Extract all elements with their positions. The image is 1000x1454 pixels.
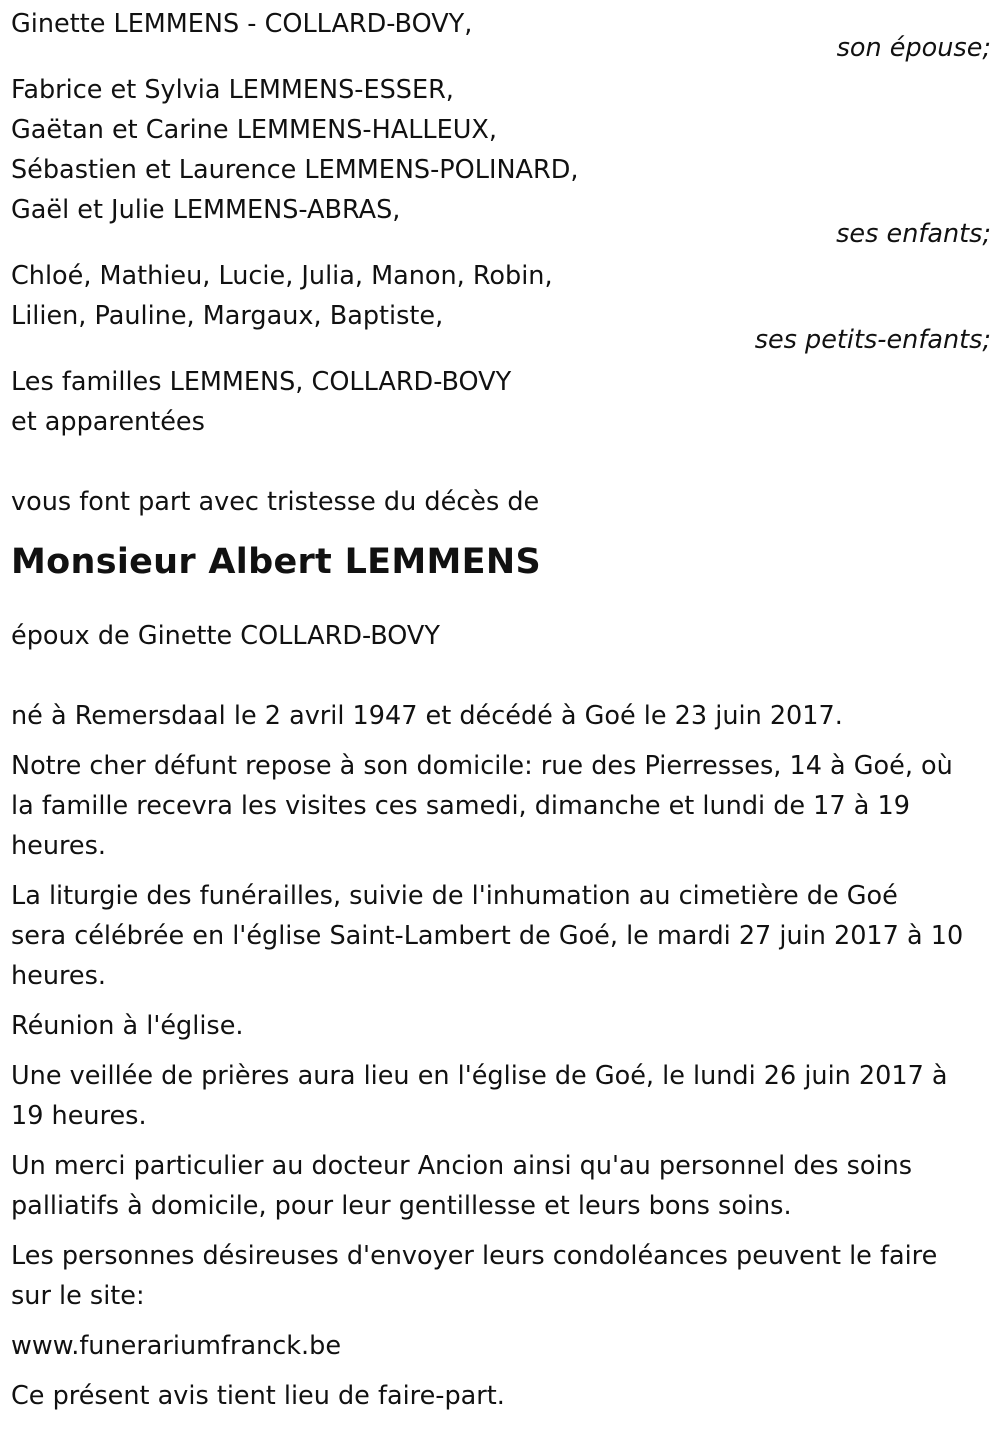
repose-paragraph xyxy=(11,746,991,866)
paragraph-line: Ce présent avis tient lieu de faire-part. xyxy=(11,1381,505,1411)
paragraph-line: Notre cher défunt repose à son domicile: rue des Pierresses, 14 à Goé, où xyxy=(11,751,953,781)
grandchildren-group xyxy=(11,256,991,360)
paragraph-line: Une veillée de prières aura lieu en l'église de Goé, le lundi 26 juin 2017 à xyxy=(11,1061,948,1091)
spouse-of-text: époux de Ginette COLLARD-BOVY xyxy=(11,621,440,651)
child-line: Fabrice et Sylvia LEMMENS-ESSER, xyxy=(11,75,454,105)
spouse-role: son épouse; xyxy=(836,33,991,63)
website-link[interactable]: www.funerariumfranck.be xyxy=(11,1331,342,1361)
paragraph-line: 19 heures. xyxy=(11,1101,147,1131)
vigil-paragraph xyxy=(11,1056,991,1136)
children-group xyxy=(11,70,991,254)
families-line: Les familles LEMMENS, COLLARD-BOVY xyxy=(11,367,512,397)
children-role: ses enfants; xyxy=(836,219,991,249)
closing-paragraph xyxy=(11,1376,991,1416)
condolences-paragraph xyxy=(11,1236,991,1316)
child-line: Gaël et Julie LEMMENS-ABRAS, xyxy=(11,195,401,225)
spouse-of-group xyxy=(11,616,991,656)
paragraph-line: né à Remersdaal le 2 avril 1947 et décédé à Goé le 23 juin 2017. xyxy=(11,701,843,731)
birth-death-paragraph xyxy=(11,696,991,736)
paragraph-line: la famille recevra les visites ces samedi, dimanche et lundi de 17 à 19 xyxy=(11,791,910,821)
announcement-text: vous font part avec tristesse du décès de xyxy=(11,487,540,517)
paragraph-line: Les personnes désireuses d'envoyer leurs condoléances peuvent le faire xyxy=(11,1241,938,1271)
spouse-name: Ginette LEMMENS - COLLARD-BOVY, xyxy=(11,9,473,39)
families-group xyxy=(11,362,991,442)
paragraph-line: La liturgie des funérailles, suivie de l'inhumation au cimetière de Goé xyxy=(11,881,898,911)
thanks-paragraph xyxy=(11,1146,991,1226)
child-line: Gaëtan et Carine LEMMENS-HALLEUX, xyxy=(11,115,497,145)
grandchildren-role: ses petits-enfants; xyxy=(754,325,991,355)
paragraph-line: heures. xyxy=(11,961,107,991)
death-notice xyxy=(11,4,991,1426)
paragraph-line: sur le site: xyxy=(11,1281,145,1311)
deceased-name: Monsieur Albert LEMMENS xyxy=(11,542,541,582)
paragraph-line: Réunion à l'église. xyxy=(11,1011,244,1041)
spouse-group xyxy=(11,4,991,68)
paragraph-line: Un merci particulier au docteur Ancion ainsi qu'au personnel des soins xyxy=(11,1151,913,1181)
grandchild-line: Lilien, Pauline, Margaux, Baptiste, xyxy=(11,301,444,331)
details-section xyxy=(11,696,991,1416)
families-line: et apparentées xyxy=(11,407,205,437)
grandchild-line: Chloé, Mathieu, Lucie, Julia, Manon, Robin, xyxy=(11,261,553,291)
paragraph-line: sera célébrée en l'église Saint-Lambert de Goé, le mardi 27 juin 2017 à 10 xyxy=(11,921,964,951)
website-paragraph xyxy=(11,1326,991,1366)
funeral-paragraph xyxy=(11,876,991,996)
announcement-group xyxy=(11,482,991,522)
child-line: Sébastien et Laurence LEMMENS-POLINARD, xyxy=(11,155,579,185)
reunion-paragraph xyxy=(11,1006,991,1046)
paragraph-line: palliatifs à domicile, pour leur gentillesse et leurs bons soins. xyxy=(11,1191,792,1221)
paragraph-line: heures. xyxy=(11,831,107,861)
